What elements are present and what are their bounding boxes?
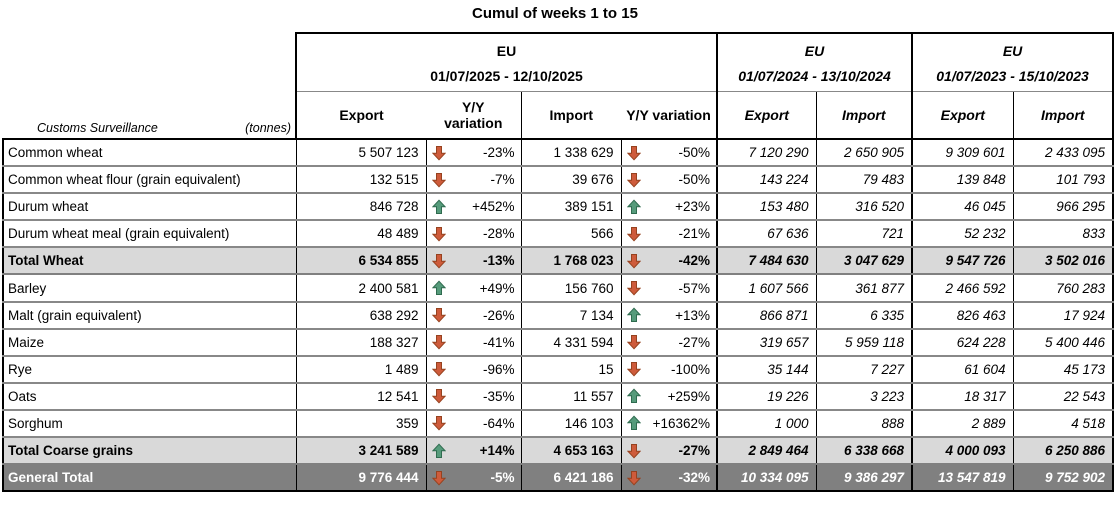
down-arrow-icon — [627, 172, 641, 188]
row-label: Malt (grain equivalent) — [3, 302, 296, 329]
variation-percent: +259% — [667, 388, 711, 404]
import-2024-value: 316 520 — [816, 193, 912, 220]
up-arrow-icon — [627, 388, 641, 404]
import-2025-value: 389 151 — [521, 193, 621, 220]
variation-percent: -42% — [678, 253, 711, 269]
group-period-2023: 01/07/2023 - 15/10/2023 — [936, 68, 1089, 84]
row-label: Maize — [3, 329, 296, 356]
table-row — [3, 274, 1113, 301]
down-arrow-icon — [627, 361, 641, 377]
export-2024-value: 35 144 — [717, 356, 816, 383]
import-2024-value: 9 386 297 — [816, 464, 912, 491]
down-arrow-icon — [627, 145, 641, 161]
export-2025-value: 48 489 — [296, 220, 426, 247]
down-arrow-icon — [432, 470, 446, 486]
import-2024-value: 2 650 905 — [816, 139, 912, 166]
import-2025-value: 15 — [521, 356, 621, 383]
export-variation — [426, 410, 521, 437]
variation-percent: -7% — [490, 172, 515, 188]
variation-percent: +13% — [675, 307, 711, 323]
group-period-2024: 01/07/2024 - 13/10/2024 — [738, 68, 891, 84]
group-region-2024: EU — [804, 43, 825, 59]
export-2023-value: 9 309 601 — [912, 139, 1013, 166]
export-2025-value: 359 — [296, 410, 426, 437]
export-variation — [426, 166, 521, 193]
export-2023-value: 624 228 — [912, 329, 1013, 356]
variation-percent: -5% — [490, 470, 515, 486]
export-2023-value: 46 045 — [912, 193, 1013, 220]
export-2023-value: 2 889 — [912, 410, 1013, 437]
variation-percent: -27% — [678, 334, 711, 350]
variation-percent: -26% — [482, 307, 515, 323]
down-arrow-icon — [432, 307, 446, 323]
import-2023-value: 22 543 — [1013, 383, 1113, 410]
export-2024-value: 1 607 566 — [717, 274, 816, 301]
table-row — [3, 464, 1113, 491]
corner-header-cell — [3, 33, 296, 139]
table-row — [3, 356, 1113, 383]
import-variation — [621, 302, 717, 329]
variation-percent: -64% — [482, 415, 515, 431]
down-arrow-icon — [627, 334, 641, 350]
export-2025-value: 12 541 — [296, 383, 426, 410]
variation-percent: -100% — [670, 361, 711, 377]
variation-percent: +452% — [472, 199, 515, 215]
import-2023-value: 17 924 — [1013, 302, 1113, 329]
export-2024-value: 10 334 095 — [717, 464, 816, 491]
import-2023-value: 5 400 446 — [1013, 329, 1113, 356]
up-arrow-icon — [627, 415, 641, 431]
import-variation — [621, 139, 717, 166]
table-row — [3, 329, 1113, 356]
group-header-2023 — [912, 33, 1113, 92]
export-2024-value: 866 871 — [717, 302, 816, 329]
export-2025-value: 6 534 855 — [296, 247, 426, 274]
import-2023-value: 9 752 902 — [1013, 464, 1113, 491]
export-variation — [426, 139, 521, 166]
import-variation — [621, 166, 717, 193]
group-region-2023: EU — [1002, 43, 1023, 59]
variation-percent: -50% — [678, 145, 711, 161]
import-2023-value: 4 518 — [1013, 410, 1113, 437]
row-label: Common wheat flour (grain equivalent) — [3, 166, 296, 193]
export-variation — [426, 356, 521, 383]
group-region-2025: EU — [496, 43, 517, 59]
import-2023-value: 101 793 — [1013, 166, 1113, 193]
export-2023-value: 2 466 592 — [912, 274, 1013, 301]
export-2025-value: 846 728 — [296, 193, 426, 220]
variation-percent: +16362% — [652, 415, 711, 431]
export-2023-value: 139 848 — [912, 166, 1013, 193]
col-header-export-variation: Y/Y variation — [426, 92, 521, 140]
down-arrow-icon — [627, 443, 641, 459]
import-2023-value: 6 250 886 — [1013, 437, 1113, 464]
down-arrow-icon — [432, 388, 446, 404]
down-arrow-icon — [627, 253, 641, 269]
export-2023-value: 61 604 — [912, 356, 1013, 383]
table-row — [3, 247, 1113, 274]
export-2024-value: 67 636 — [717, 220, 816, 247]
export-variation — [426, 302, 521, 329]
group-header-2024 — [717, 33, 912, 92]
up-arrow-icon — [627, 199, 641, 215]
col-header-import-2025: Import — [521, 92, 621, 140]
export-2023-value: 4 000 093 — [912, 437, 1013, 464]
export-2025-value: 3 241 589 — [296, 437, 426, 464]
col-header-export-2023: Export — [912, 92, 1013, 140]
col-header-export-2024: Export — [717, 92, 816, 140]
variation-percent: -35% — [482, 388, 515, 404]
down-arrow-icon — [432, 145, 446, 161]
col-header-export-2025: Export — [296, 92, 426, 140]
group-header-2025 — [296, 33, 717, 92]
down-arrow-icon — [432, 361, 446, 377]
export-2025-value: 1 489 — [296, 356, 426, 383]
corner-label: Customs Surveillance — [37, 121, 158, 135]
variation-percent: -57% — [678, 280, 711, 296]
import-2025-value: 11 557 — [521, 383, 621, 410]
export-variation — [426, 274, 521, 301]
customs-surveillance-table — [2, 32, 1114, 492]
import-variation — [621, 464, 717, 491]
import-2025-value: 39 676 — [521, 166, 621, 193]
export-2024-value: 2 849 464 — [717, 437, 816, 464]
import-2025-value: 6 421 186 — [521, 464, 621, 491]
import-2023-value: 2 433 095 — [1013, 139, 1113, 166]
row-label: Sorghum — [3, 410, 296, 437]
variation-percent: +49% — [479, 280, 515, 296]
export-2024-value: 143 224 — [717, 166, 816, 193]
import-2024-value: 7 227 — [816, 356, 912, 383]
export-2024-value: 319 657 — [717, 329, 816, 356]
table-row — [3, 220, 1113, 247]
variation-percent: -28% — [482, 226, 515, 242]
import-variation — [621, 220, 717, 247]
variation-percent: -13% — [482, 253, 515, 269]
import-2024-value: 5 959 118 — [816, 329, 912, 356]
variation-percent: -21% — [678, 226, 711, 242]
import-2025-value: 1 768 023 — [521, 247, 621, 274]
table-row — [3, 139, 1113, 166]
down-arrow-icon — [432, 334, 446, 350]
col-header-import-variation: Y/Y variation — [621, 92, 717, 140]
export-2025-value: 9 776 444 — [296, 464, 426, 491]
export-variation — [426, 247, 521, 274]
table-row — [3, 383, 1113, 410]
variation-percent: +14% — [479, 443, 515, 459]
import-2025-value: 4 331 594 — [521, 329, 621, 356]
export-2024-value: 7 120 290 — [717, 139, 816, 166]
variation-percent: +23% — [675, 199, 711, 215]
table-body — [3, 139, 1113, 491]
export-2023-value: 52 232 — [912, 220, 1013, 247]
export-2025-value: 638 292 — [296, 302, 426, 329]
row-label: Total Coarse grains — [3, 437, 296, 464]
group-period-2025: 01/07/2025 - 12/10/2025 — [430, 68, 583, 84]
import-variation — [621, 437, 717, 464]
export-variation — [426, 383, 521, 410]
table-row — [3, 437, 1113, 464]
import-2023-value: 833 — [1013, 220, 1113, 247]
variation-percent: -50% — [678, 172, 711, 188]
import-2024-value: 361 877 — [816, 274, 912, 301]
col-header-import-2024: Import — [816, 92, 912, 140]
import-2024-value: 6 338 668 — [816, 437, 912, 464]
corner-unit: (tonnes) — [245, 121, 291, 135]
row-label: Oats — [3, 383, 296, 410]
export-2025-value: 5 507 123 — [296, 139, 426, 166]
export-2023-value: 13 547 819 — [912, 464, 1013, 491]
up-arrow-icon — [432, 199, 446, 215]
export-2025-value: 132 515 — [296, 166, 426, 193]
import-2025-value: 156 760 — [521, 274, 621, 301]
table-row — [3, 302, 1113, 329]
down-arrow-icon — [627, 280, 641, 296]
import-2025-value: 146 103 — [521, 410, 621, 437]
up-arrow-icon — [432, 443, 446, 459]
variation-percent: -32% — [678, 470, 711, 486]
import-variation — [621, 274, 717, 301]
table-row — [3, 166, 1113, 193]
import-2025-value: 566 — [521, 220, 621, 247]
export-2023-value: 18 317 — [912, 383, 1013, 410]
export-variation — [426, 193, 521, 220]
import-2024-value: 721 — [816, 220, 912, 247]
export-variation — [426, 437, 521, 464]
variation-percent: -23% — [482, 145, 515, 161]
row-label: Barley — [3, 274, 296, 301]
import-2024-value: 3 223 — [816, 383, 912, 410]
up-arrow-icon — [432, 280, 446, 296]
down-arrow-icon — [432, 172, 446, 188]
import-2023-value: 3 502 016 — [1013, 247, 1113, 274]
import-2024-value: 6 335 — [816, 302, 912, 329]
import-2023-value: 45 173 — [1013, 356, 1113, 383]
export-2024-value: 153 480 — [717, 193, 816, 220]
down-arrow-icon — [432, 415, 446, 431]
import-variation — [621, 193, 717, 220]
import-variation — [621, 247, 717, 274]
export-variation — [426, 329, 521, 356]
export-2025-value: 188 327 — [296, 329, 426, 356]
import-2024-value: 79 483 — [816, 166, 912, 193]
down-arrow-icon — [432, 253, 446, 269]
up-arrow-icon — [627, 307, 641, 323]
export-2024-value: 1 000 — [717, 410, 816, 437]
import-variation — [621, 356, 717, 383]
row-label: Durum wheat meal (grain equivalent) — [3, 220, 296, 247]
export-variation — [426, 220, 521, 247]
variation-percent: -27% — [678, 443, 711, 459]
row-label: Common wheat — [3, 139, 296, 166]
row-label: Rye — [3, 356, 296, 383]
table-row — [3, 410, 1113, 437]
import-2024-value: 3 047 629 — [816, 247, 912, 274]
import-2025-value: 7 134 — [521, 302, 621, 329]
export-2023-value: 826 463 — [912, 302, 1013, 329]
page-title: Cumul of weeks 1 to 15 — [472, 5, 638, 22]
import-2023-value: 966 295 — [1013, 193, 1113, 220]
import-2023-value: 760 283 — [1013, 274, 1113, 301]
import-2025-value: 1 338 629 — [521, 139, 621, 166]
import-2024-value: 888 — [816, 410, 912, 437]
down-arrow-icon — [627, 226, 641, 242]
row-label: Total Wheat — [3, 247, 296, 274]
variation-percent: -96% — [482, 361, 515, 377]
down-arrow-icon — [627, 470, 641, 486]
group-header-row — [3, 33, 1113, 92]
row-label: General Total — [3, 464, 296, 491]
row-label: Durum wheat — [3, 193, 296, 220]
down-arrow-icon — [432, 226, 446, 242]
import-variation — [621, 410, 717, 437]
import-variation — [621, 329, 717, 356]
import-variation — [621, 383, 717, 410]
export-2023-value: 9 547 726 — [912, 247, 1013, 274]
export-2024-value: 7 484 630 — [717, 247, 816, 274]
table-row — [3, 193, 1113, 220]
export-2024-value: 19 226 — [717, 383, 816, 410]
col-header-import-2023: Import — [1013, 92, 1113, 140]
export-2025-value: 2 400 581 — [296, 274, 426, 301]
export-variation — [426, 464, 521, 491]
import-2025-value: 4 653 163 — [521, 437, 621, 464]
variation-percent: -41% — [482, 334, 515, 350]
